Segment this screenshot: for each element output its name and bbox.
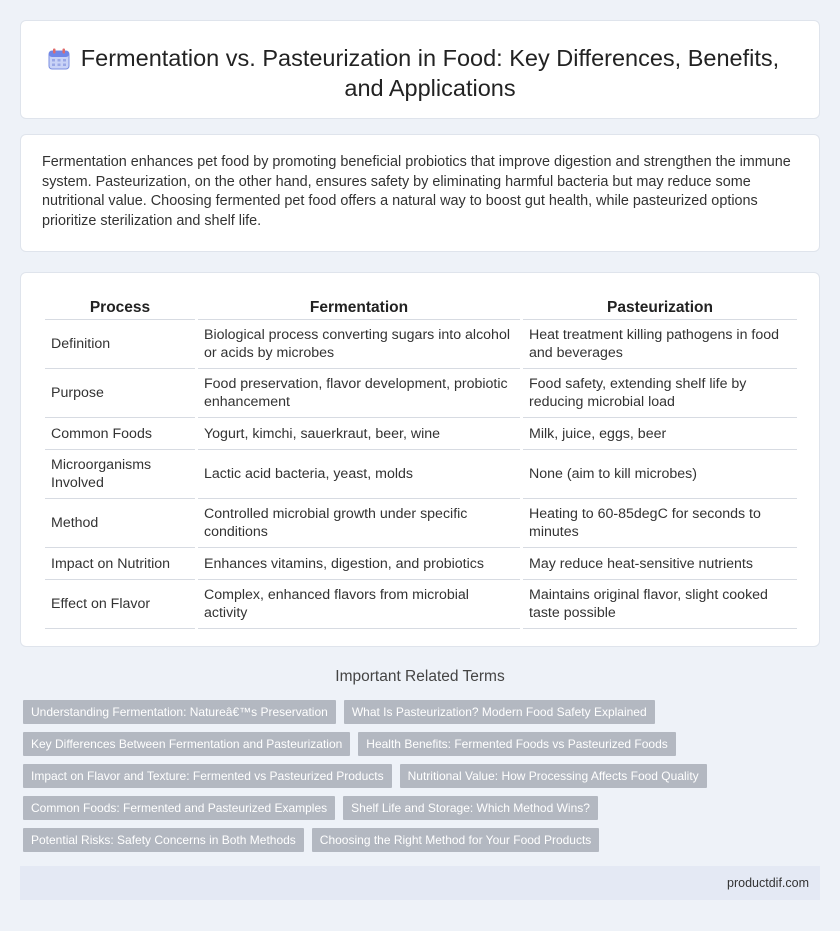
table-row: [45, 418, 797, 450]
comparison-table-card: [20, 272, 820, 647]
cell-fermentation: Yogurt, kimchi, sauerkraut, beer, wine: [198, 418, 520, 450]
table-row: [45, 320, 797, 369]
related-term-link[interactable]: Key Differences Between Fermentation and Pasteurization: [23, 732, 350, 756]
header-pasteurization: Pasteurization: [523, 295, 797, 320]
header-fermentation: Fermentation: [198, 295, 520, 320]
related-term-link[interactable]: Understanding Fermentation: Natureâ€™s Preservation: [23, 700, 336, 724]
table-row: [45, 499, 797, 548]
cell-fermentation: Biological process converting sugars into alcohol or acids by microbes: [198, 320, 520, 369]
cell-pasteurization: Food safety, extending shelf life by reducing microbial load: [523, 369, 797, 418]
table-row: [45, 369, 797, 418]
related-term-link[interactable]: Shelf Life and Storage: Which Method Wins?: [343, 796, 598, 820]
cell-fermentation: Food preservation, flavor development, probiotic enhancement: [198, 369, 520, 418]
related-terms-list: [23, 700, 823, 860]
cell-process: Effect on Flavor: [45, 580, 195, 629]
table-row: [45, 580, 797, 629]
cell-pasteurization: Milk, juice, eggs, beer: [523, 418, 797, 450]
intro-paragraph: Fermentation enhances pet food by promoting beneficial probiotics that improve digestion and strengthen the immune system. Pasteurization, on the other hand, ensures safety by eliminating harmful bacteria but may reduce some nutritional value. Choosing fermented pet food offers a natural way to boost gut health, while pasteurized options prioritize sterilization and shelf life.: [42, 154, 791, 229]
cell-fermentation: Complex, enhanced flavors from microbial activity: [198, 580, 520, 629]
related-term-link[interactable]: What Is Pasteurization? Modern Food Safety Explained: [344, 700, 655, 724]
intro-card: [20, 134, 820, 252]
cell-pasteurization: None (aim to kill microbes): [523, 450, 797, 499]
table-row: [45, 548, 797, 580]
cell-process: Impact on Nutrition: [45, 548, 195, 580]
cell-pasteurization: Heat treatment killing pathogens in food and beverages: [523, 320, 797, 369]
related-term-link[interactable]: Impact on Flavor and Texture: Fermented vs Pasteurized Products: [23, 764, 392, 788]
related-term-link[interactable]: Health Benefits: Fermented Foods vs Pasteurized Foods: [358, 732, 675, 756]
cell-process: Definition: [45, 320, 195, 369]
cell-process: Common Foods: [45, 418, 195, 450]
table-row: [45, 450, 797, 499]
related-term-link[interactable]: Choosing the Right Method for Your Food Products: [312, 828, 600, 852]
cell-fermentation: Enhances vitamins, digestion, and probiotics: [198, 548, 520, 580]
header-process: Process: [45, 295, 195, 320]
title-card: [20, 20, 820, 119]
related-term-link[interactable]: Nutritional Value: How Processing Affects Food Quality: [400, 764, 707, 788]
comparison-table: [42, 295, 800, 629]
related-term-link[interactable]: Common Foods: Fermented and Pasteurized Examples: [23, 796, 335, 820]
cell-fermentation: Controlled microbial growth under specific conditions: [198, 499, 520, 548]
footer-site-link[interactable]: productdif.com: [727, 876, 809, 890]
footer: [20, 866, 820, 900]
table-header-row: [45, 295, 797, 320]
page-title: Fermentation vs. Pasteurization in Food: Key Differences, Benefits, and Applications: [80, 45, 780, 101]
related-term-link[interactable]: Potential Risks: Safety Concerns in Both Methods: [23, 828, 304, 852]
cell-pasteurization: Maintains original flavor, slight cooked taste possible: [523, 580, 797, 629]
cell-process: Method: [45, 499, 195, 548]
cell-pasteurization: Heating to 60-85degC for seconds to minutes: [523, 499, 797, 548]
cell-pasteurization: May reduce heat-sensitive nutrients: [523, 548, 797, 580]
cell-process: Microorganisms Involved: [45, 450, 195, 499]
related-terms-heading: Important Related Terms: [335, 668, 505, 685]
cell-fermentation: Lactic acid bacteria, yeast, molds: [198, 450, 520, 499]
cell-process: Purpose: [45, 369, 195, 418]
